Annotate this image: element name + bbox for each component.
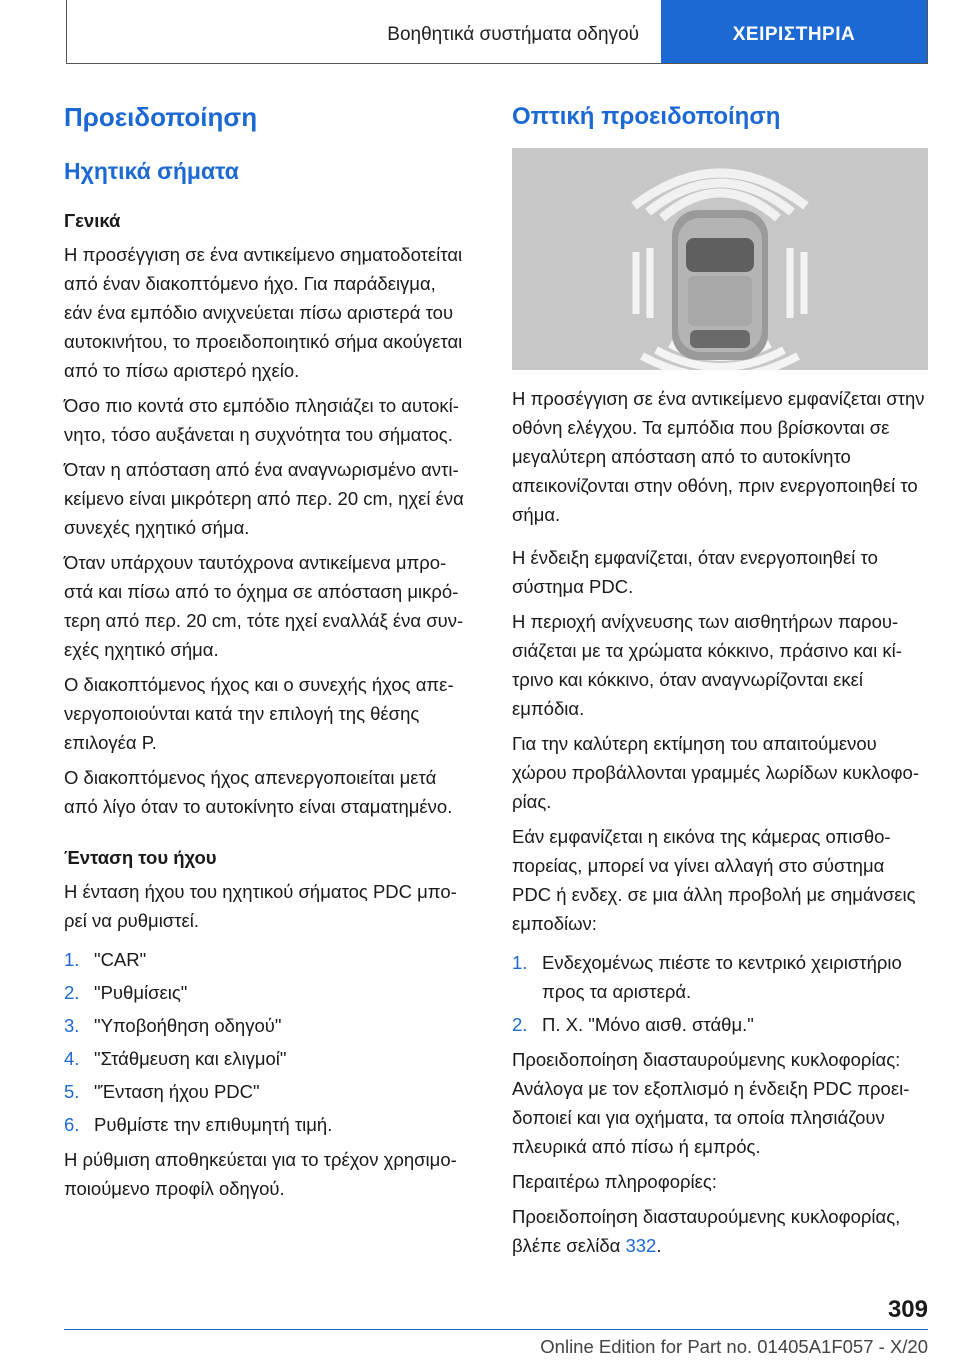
subheading-general: Γενικά [64, 210, 121, 231]
list-item [512, 1010, 928, 1039]
step-text: "Στάθμευση και ελιγμοί" [94, 1048, 287, 1069]
paragraph: Η ένταση ήχου του ηχητικού σήματος PDC μπορεί να ρυθμιστεί. [64, 881, 457, 931]
step-text: "Ρυθμίσεις" [94, 982, 188, 1003]
step-text: Π. Χ. "Μόνο αισθ. στάθμ." [542, 1014, 754, 1035]
list-item [64, 1011, 468, 1040]
step-text: "Ένταση ήχου PDC" [94, 1081, 260, 1102]
paragraph: Η προσέγγιση σε ένα αντικείμενο εμφανίζεται στην οθόνη ελέγχου. Τα εμπόδια που βρίσκονται σε μεγαλύτερη απόσταση από το αυτοκίνητο απεικονίζονται στην οθόνη, πριν ενεργοποιηθεί το σήμα. [512, 388, 925, 525]
section-heading-audio: Ηχητικά σήματα [64, 158, 239, 184]
paragraph: Η περιοχή ανίχνευσης των αισθητήρων παρουσιάζεται με τα χρώματα κόκκινο, πράσινο και κίτρινο και κόκκινο, όταν αναγνωρίζονται εκεί εμπόδια. [512, 611, 902, 719]
step-number: 2. [64, 982, 80, 1003]
paragraph: Εάν εμφανίζεται η εικόνα της κάμερας οπισθοπορείας, μπορεί να γίνει αλλαγή στο σύστημα PDC ή ενδεχ. σε μια άλλη προβολή με σημάνσεις εμποδίων: [512, 826, 916, 934]
list-item [64, 945, 468, 974]
list-item [64, 1044, 468, 1073]
step-number: 1. [512, 952, 528, 973]
list-item [64, 1077, 468, 1106]
footer-divider [64, 1329, 928, 1330]
page-title: Προειδοποίηση [64, 102, 258, 132]
section-heading-visual: Οπτική προειδοποίηση [512, 103, 781, 130]
steps-list-view [512, 948, 928, 1039]
cross-reference-text: Προειδοποίηση διασταυρούμενης κυκλοφορίας, βλέπε σελίδα [512, 1206, 901, 1256]
paragraph: Περαιτέρω πληροφορίες: [512, 1171, 717, 1192]
step-number: 3. [64, 1015, 80, 1036]
step-number: 2. [512, 1014, 528, 1035]
list-item [64, 1110, 468, 1139]
step-number: 5. [64, 1081, 80, 1102]
right-column [512, 100, 928, 1266]
section-title: Βοηθητικά συστήματα οδηγού [387, 23, 639, 45]
punctuation: . [656, 1235, 662, 1256]
step-number: 4. [64, 1048, 80, 1069]
chapter-tab[interactable]: ΧΕΙΡΙΣΤΗΡΙΑ [661, 0, 927, 63]
pdc-display-illustration [512, 148, 928, 370]
paragraph: Όταν υπάρχουν ταυτόχρονα αντικείμενα μπροστά και πίσω από το όχημα σε απόσταση μικρότερη από περ. 20 cm, τότε ηχεί εναλλάξ ένα συνεχές ηχητικό σήμα. [64, 552, 464, 660]
subheading-volume: Ένταση του ήχου [64, 847, 217, 868]
step-text: "CAR" [94, 949, 147, 970]
list-item [64, 978, 468, 1007]
paragraph: Ο διακοπτόμενος ήχος απενεργοποιείται μετά από λίγο όταν το αυτοκίνητο είναι σταματημένο. [64, 767, 453, 817]
paragraph: Για την καλύτερη εκτίμηση του απαιτούμενου χώρου προβάλλονται γραμμές λωρίδων κυκλοφορίας. [512, 733, 919, 812]
steps-list-volume [64, 945, 468, 1139]
page-number: 309 [887, 1296, 928, 1323]
list-item [512, 948, 928, 1006]
step-number: 6. [64, 1114, 80, 1135]
paragraph: Προειδοποίηση διασταυρούμενης κυκλοφορίας: Ανάλογα με τον εξοπλισμό η ένδειξη PDC προειδοποιεί και για οχήματα, τα οποία πλησιάζουν πλευρικά από πίσω ή εμπρός. [512, 1049, 910, 1157]
paragraph: Όσο πιο κοντά στο εμπόδιο πλησιάζει το αυτοκίνητο, τόσο αυξάνεται η συχνότητα του σήματος. [64, 395, 459, 445]
paragraph: Η προσέγγιση σε ένα αντικείμενο σηματοδοτείται από έναν διακοπτόμενο ήχο. Για παράδειγμα, εάν ένα εμπόδιο ανιχνεύεται πίσω αριστερά του αυτοκινήτου, το προειδοποιητικό σήμα ακούγεται από το πίσω αριστερό ηχείο. [64, 244, 463, 381]
edition-info: Online Edition for Part no. 01405A1F057 - X/20 [540, 1336, 928, 1357]
paragraph: Όταν η απόσταση από ένα αναγνωρισμένο αντικείμενο είναι μικρότερη από περ. 20 cm, ηχεί ένα συνεχές ηχητικό σήμα. [64, 459, 464, 538]
paragraph: Ο διακοπτόμενος ήχος και ο συνεχής ήχος απενεργοποιούνται κατά την επιλογή της θέσης επιλογέα P. [64, 674, 454, 753]
paragraph: Η ρύθμιση αποθηκεύεται για το τρέχον χρησιμοποιούμενο προφίλ οδηγού. [64, 1149, 457, 1199]
page-link[interactable]: 332 [625, 1235, 657, 1256]
step-text: "Υποβοήθηση οδηγού" [94, 1015, 282, 1036]
page-header [66, 0, 928, 64]
step-text: Ρυθμίστε την επιθυμητή τιμή. [94, 1114, 333, 1135]
step-text: Ενδεχομένως πιέστε το κεντρικό χειριστήριο προς τα αριστερά. [542, 952, 902, 1002]
left-column [64, 100, 468, 1209]
step-number: 1. [64, 949, 80, 970]
paragraph-with-link [512, 1202, 928, 1260]
paragraph: Η ένδειξη εμφανίζεται, όταν ενεργοποιηθεί το σύστημα PDC. [512, 547, 878, 597]
car-icon [672, 210, 768, 360]
